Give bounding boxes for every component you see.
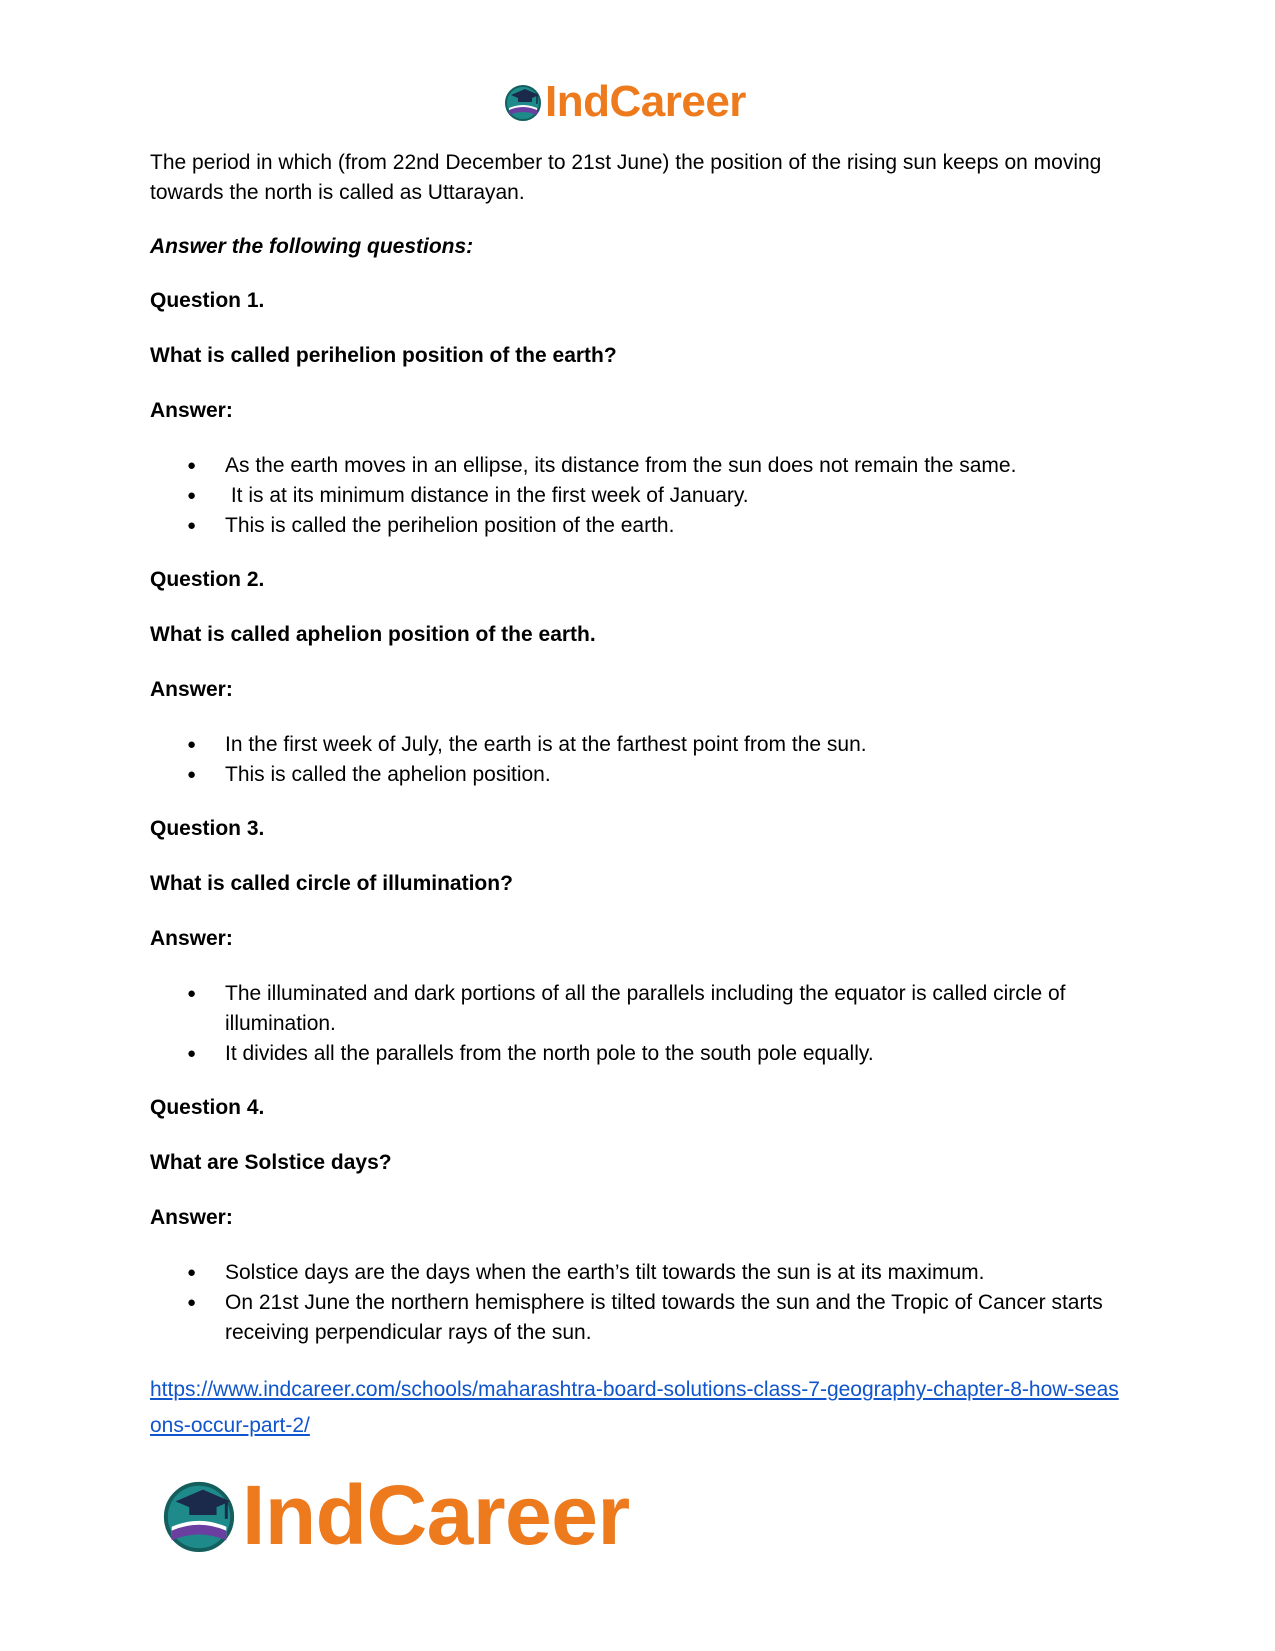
answer-list xyxy=(150,979,1130,1069)
list-item: ● This is called the perihelion position of the earth. xyxy=(225,511,1130,541)
question-number: Question 1. xyxy=(150,289,265,312)
list-item: ● On 21st June the northern hemisphere is tilted towards the sun and the Tropic of Cancer starts receiving perpendicular rays of the sun. xyxy=(225,1288,1130,1348)
answer-label: Answer: xyxy=(150,1206,233,1229)
question-number: Question 4. xyxy=(150,1096,265,1119)
question-block-4 xyxy=(150,1093,1130,1348)
logo-text: IndCareer xyxy=(242,1468,630,1562)
question-number: Question 2. xyxy=(150,568,265,591)
question-text: What is called circle of illumination? xyxy=(150,872,513,895)
question-text: What are Solstice days? xyxy=(150,1151,392,1174)
answer-list xyxy=(150,1258,1130,1348)
list-item: ● It divides all the parallels from the north pole to the south pole equally. xyxy=(225,1039,1130,1069)
document-body xyxy=(150,148,1130,1444)
answer-label: Answer: xyxy=(150,927,233,950)
question-text: What is called aphelion position of the earth. xyxy=(150,623,596,646)
section-heading: Answer the following questions: xyxy=(150,235,474,258)
answer-list xyxy=(150,730,1130,790)
answer-label: Answer: xyxy=(150,399,233,422)
footer-logo xyxy=(160,1470,630,1560)
list-item: ● This is called the aphelion position. xyxy=(225,760,1130,790)
list-item: ● As the earth moves in an ellipse, its distance from the sun does not remain the same. xyxy=(225,451,1130,481)
header-logo xyxy=(503,78,746,126)
question-text: What is called perihelion position of the earth? xyxy=(150,344,617,367)
question-number: Question 3. xyxy=(150,817,265,840)
answer-list xyxy=(150,451,1130,541)
question-block-3 xyxy=(150,814,1130,1069)
list-item: ● Solstice days are the days when the earth’s tilt towards the sun is at its maximum. xyxy=(225,1258,1130,1288)
list-item: ● The illuminated and dark portions of all the parallels including the equator is called circle of illumination. xyxy=(225,979,1130,1039)
question-block-2 xyxy=(150,565,1130,790)
list-item: ● It is at its minimum distance in the first week of January. xyxy=(225,481,1130,511)
logo-text: IndCareer xyxy=(545,77,746,126)
globe-graduation-cap-book-icon xyxy=(503,82,543,122)
question-block-1 xyxy=(150,286,1130,541)
source-link[interactable]: https://www.indcareer.com/schools/maharashtra-board-solutions-class-7-geography-chapter-8-how-seasons-occur-part-2/ xyxy=(150,1378,1119,1437)
globe-graduation-cap-book-icon xyxy=(160,1476,238,1554)
answer-label: Answer: xyxy=(150,678,233,701)
list-item: ● In the first week of July, the earth is at the farthest point from the sun. xyxy=(225,730,1130,760)
intro-paragraph: The period in which (from 22nd December to 21st June) the position of the rising sun keeps on moving towards the north is called as Uttarayan. xyxy=(150,151,1102,204)
